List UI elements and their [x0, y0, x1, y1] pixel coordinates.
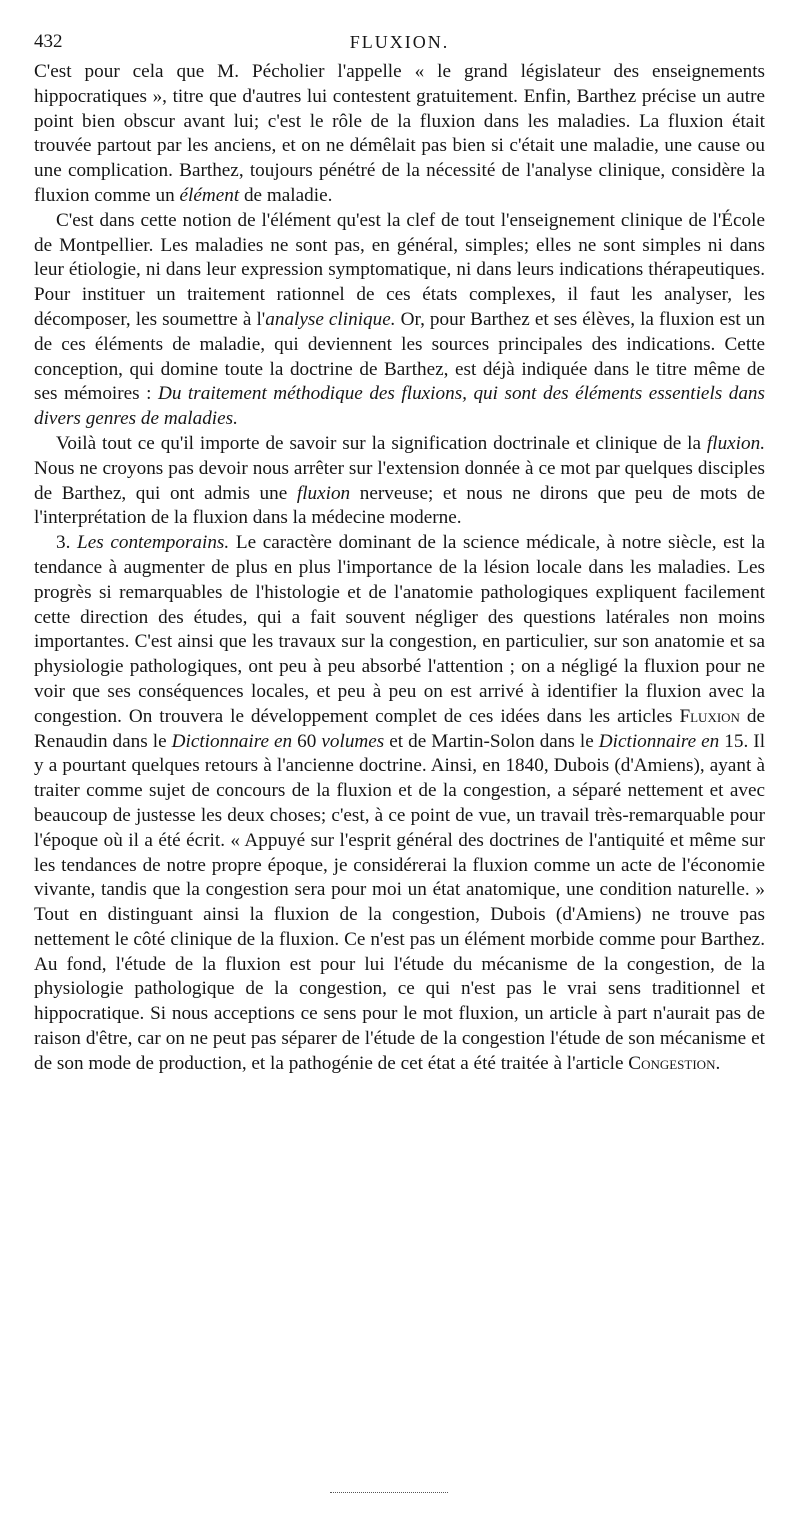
italic-term: fluxion	[296, 482, 351, 504]
paragraph-1	[34, 60, 765, 209]
page-number: 432	[34, 31, 63, 52]
footer-divider	[330, 1492, 448, 1493]
paragraph-3	[34, 432, 765, 531]
text: .	[715, 1052, 721, 1074]
book-page	[34, 30, 765, 1077]
text: 60	[292, 730, 322, 752]
small-caps-reference: Fluxion	[679, 705, 740, 727]
text: C'est dans cette notion de l'élément qu'est la clef de tout l'enseignement clinique de l'École de Montpellier. Les maladies ne sont pas, en général, simples; elles ne sont simples ni dans leur étiologie, ni dans leur expression symptomatique, ni dans leurs indications thérapeutiques. Pour instituer un traitement rationnel de ces états complexes, il faut les analyser, les décomposer, les soumettre à l'	[34, 209, 765, 330]
text: Nous ne croyons pas devoir nous arrêter sur l'extension donnée à ce mot par quelques disciples de Barthez, qui ont admis une	[34, 457, 765, 504]
italic-term: analyse clinique.	[265, 308, 396, 330]
text: C'est pour cela que M. Pécholier l'appelle « le grand législateur des enseignements hippocratiques », titre que d'autres lui contestent gratuitement. Enfin, Barthez précise un autre point bien obscur avant lui; c'est le rôle de la fluxion dans les maladies. La fluxion était trouvée partout par les anciens, et on ne démêlait pas bien si c'était une maladie, une cause ou une complication. Barthez, toujours pénétré de la nécessité de l'analyse clinique, considère la fluxion comme un	[34, 61, 765, 206]
italic-term: élément	[179, 184, 240, 206]
running-title: FLUXION.	[349, 32, 450, 52]
text: de maladie.	[239, 184, 333, 206]
page-header	[34, 30, 765, 60]
italic-term: fluxion.	[706, 432, 765, 454]
italic-title: volumes	[321, 730, 385, 752]
text: Or, pour Barthez et ses élèves, la fluxion est un de ces éléments de maladie, qui deviennent les sources principales des indications. Cette conception, qui domine toute la doctrine de Barthez, est déjà indiquée dans le titre même de ses mémoires :	[34, 308, 766, 405]
text: Voilà tout ce qu'il importe de savoir sur la signification doctrinale et clinique de la	[56, 432, 707, 454]
text: 3.	[56, 532, 78, 554]
text: 15. Il y a pourtant quelques retours à l'ancienne doctrine. Ainsi, en 1840, Dubois (d'Amiens), ayant à traiter comme sujet de concours de la fluxion et de la congestion, a séparé nettement et avec beaucoup de justesse les deux choses; c'est, à ce point de vue, un travail très-remarquable pour l'époque où il a été écrit. « Appuyé sur l'esprit général des doctrines de l'antiquité et même sur les tendances de notre propre époque, je considérerai la fluxion comme un acte de l'économie vivante, tandis que la congestion sera pour moi un état anatomique, une condition naturelle. » Tout en distinguant ainsi la fluxion de la congestion, Dubois (d'Amiens) ne trouve pas nettement le côté clinique de la fluxion. Ce n'est pas un élément morbide comme pour Barthez. Au fond, l'étude de la fluxion est pour lui l'étude du mécanisme de la congestion, de la physiologie pathologique de la congestion, ce qui n'est pas le vrai sens traditionnel et hippocratique. Si nous acceptions ce sens pour le mot fluxion, un article à part n'aurait pas de raison d'être, car on ne peut pas séparer de l'étude de la congestion l'étude de son mécanisme et de son mode de production, et la pathogénie de cet état a été traitée à l'article	[34, 730, 766, 1074]
small-caps-reference: Congestion	[628, 1052, 716, 1074]
text: nerveuse; et nous ne dirons que peu de mots de l'interprétation de la fluxion dans la médecine moderne.	[34, 482, 765, 529]
italic-title: Du traitement méthodique des fluxions, qui sont des éléments essentiels dans divers genres de maladies.	[34, 383, 765, 430]
italic-title: Dictionnaire en	[171, 730, 293, 752]
text: et de Martin-Solon dans le	[384, 730, 599, 752]
text: Le caractère dominant de la science médicale, à notre siècle, est la tendance à augmenter de plus en plus l'importance de la lésion locale dans les maladies. Les progrès si remarquables de l'histologie et de l'anatomie pathologiques expliquent facilement cette direction des études, qui a fait souvent négliger des questions latérales non moins importantes. C'est ainsi que les travaux sur la congestion, en particulier, sur son anatomie et sa physiologie pathologiques, ont peu à peu absorbé l'attention ; on a négligé la fluxion pour ne voir que ses conséquences locales, et peu à peu on est arrivé à identifier la fluxion avec la congestion. On trouvera le développement complet de ces idées dans les articles	[34, 532, 765, 727]
paragraph-4	[34, 531, 765, 1077]
italic-title: Dictionnaire en	[598, 730, 720, 752]
section-heading: Les contemporains.	[77, 532, 230, 554]
paragraph-2	[34, 209, 765, 432]
text: de Renaudin dans le	[34, 705, 765, 752]
